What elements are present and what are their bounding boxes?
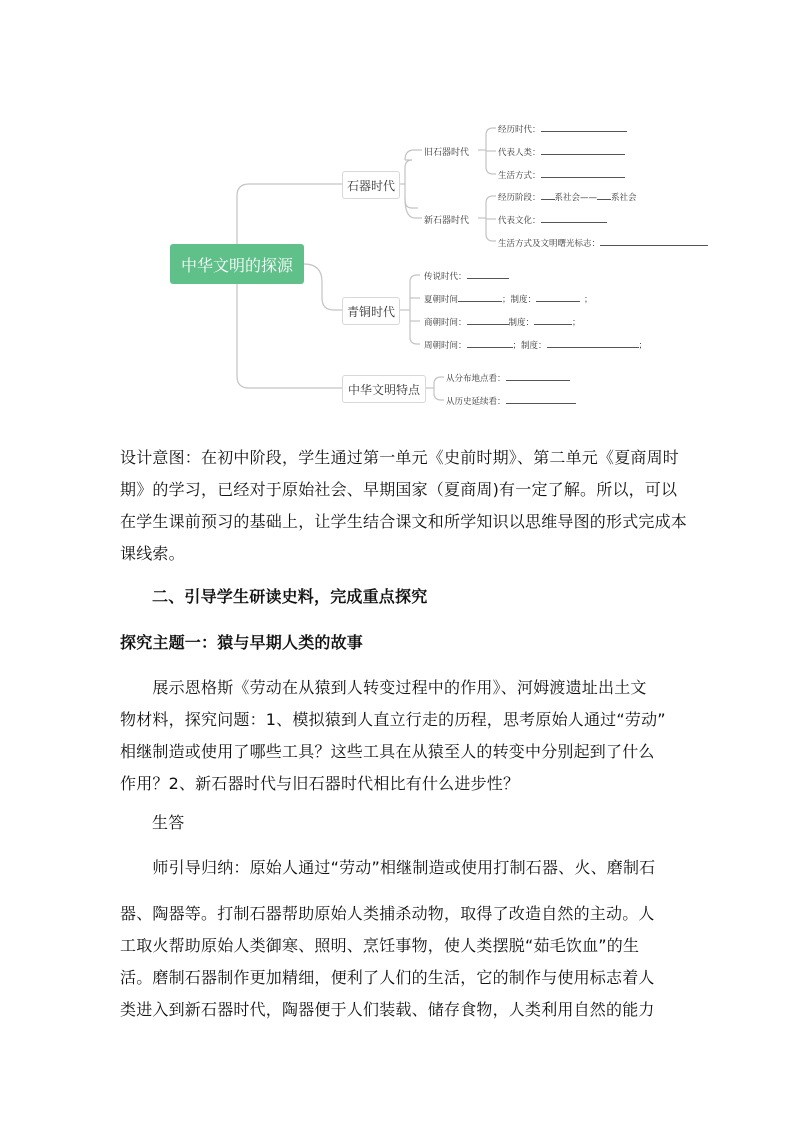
topic-heading: 探究主题一：猿与早期人类的故事 bbox=[120, 633, 364, 652]
text-line: 物材料，探究问题：1、模拟猿到人直立行走的历程，思考原始人通过“劳动” bbox=[120, 710, 666, 729]
text-line: 作用？2、新石器时代与旧石器时代相比有什么进步性？ bbox=[120, 774, 520, 793]
text-line: 设计意图：在初中阶段，学生通过第一单元《史前时期》、第二单元《夏商周时 bbox=[120, 448, 680, 467]
leaf-new-stage: 经历阶段： 系社会—— 系社会 bbox=[498, 190, 637, 204]
leaf-old-era: 经历时代： bbox=[498, 122, 627, 136]
text-line: 相继制造或使用了哪些工具？这些工具在从猿至人的转变中分别起到了什么 bbox=[120, 742, 655, 761]
text-line: 期》的学习，已经对于原始社会、早期国家（夏商周)有一定了解。所以，可以 bbox=[120, 480, 678, 499]
sub-old-stone-age: 旧石器时代 bbox=[424, 148, 470, 158]
design-intent-paragraph bbox=[120, 443, 688, 571]
text-line: 活。磨制石器制作更加精细，便利了人们的生活，它的制作与使用标志着人 bbox=[120, 968, 655, 987]
branch-civilization-features: 中华文明特点 bbox=[342, 375, 426, 403]
leaf-shang: 商朝时间： 制度： ； bbox=[424, 315, 581, 329]
text-line: 课线索。 bbox=[120, 544, 185, 563]
text-line: 类进入到新石器时代，陶器便于人们装载、储存食物，人类利用自然的能力 bbox=[120, 1000, 655, 1019]
leaf-old-people: 代表人类： bbox=[498, 145, 625, 159]
text-line: 师引导归纳：原始人通过“劳动”相继制造或使用打制石器、火、磨制石 bbox=[120, 858, 656, 877]
leaf-new-culture: 代表文化： bbox=[498, 213, 607, 227]
question-paragraph bbox=[120, 673, 680, 801]
mindmap-connectors bbox=[0, 0, 793, 420]
student-answer: 生答 bbox=[152, 813, 185, 832]
text-line: 在学生课前预习的基础上，让学生结合课文和所学知识以思维导图的形式完成本 bbox=[120, 512, 688, 531]
sub-new-stone-age: 新石器时代 bbox=[424, 216, 470, 226]
leaf-distribution: 从分布地点看： bbox=[446, 371, 570, 385]
leaf-continuity: 从历史延续看： bbox=[446, 394, 576, 408]
branch-stone-age: 石器时代 bbox=[342, 171, 400, 199]
text-line: 工取火帮助原始人类御寒、照明、烹饪事物，使人类摆脱“茹毛饮血”的生 bbox=[120, 936, 640, 955]
teacher-summary-paragraph bbox=[120, 853, 680, 1027]
text-line: 展示恩格斯《劳动在从猿到人转变过程中的作用》、河姆渡遗址出土文 bbox=[120, 678, 647, 697]
branch-bronze-age: 青铜时代 bbox=[342, 297, 400, 325]
leaf-xia: 夏朝时间 ；制度： ； bbox=[424, 292, 593, 306]
leaf-new-life: 生活方式及文明曙光标志： bbox=[498, 236, 708, 250]
mindmap-root: 中华文明的探源 bbox=[170, 244, 304, 284]
leaf-old-life: 生活方式： bbox=[498, 168, 625, 182]
section-heading: 二、引导学生研读史料，完成重点探究 bbox=[152, 587, 428, 606]
leaf-legend: 传说时代： bbox=[424, 269, 509, 283]
text-line: 器、陶器等。打制石器帮助原始人类捕杀动物，取得了改造自然的主动。人 bbox=[120, 904, 655, 923]
leaf-zhou: 周朝时间： ；制度： ； bbox=[424, 338, 647, 352]
